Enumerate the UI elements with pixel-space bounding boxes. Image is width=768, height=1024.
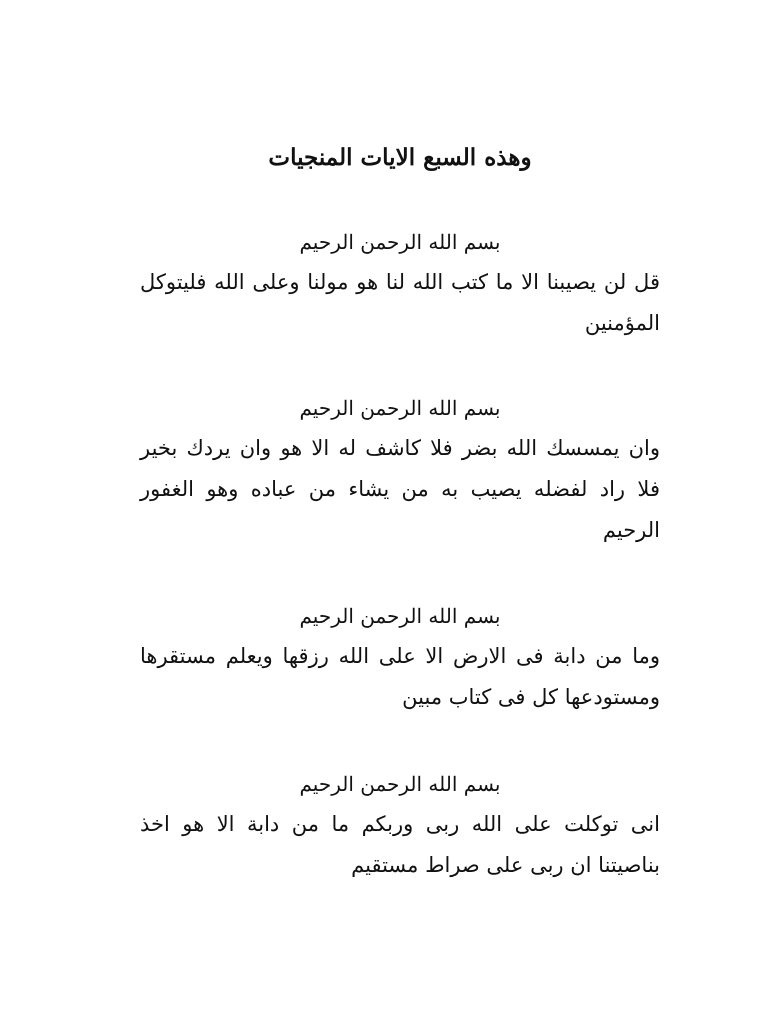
verse-text: قل لن يصيبنا الا ما كتب الله لنا هو مولنا وعلى الله فليتوكل المؤمنين (140, 270, 660, 335)
verse-section-3 (140, 596, 660, 718)
verse-section-4 (140, 764, 660, 886)
basmala: بسم الله الرحمن الرحيم (299, 604, 501, 628)
basmala: بسم الله الرحمن الرحيم (299, 772, 501, 796)
verse-section-2 (140, 388, 660, 551)
verse-text: انى توكلت على الله ربى وربكم ما من دابة الا هو اخذ بناصيتنا ان ربى على صراط مستقيم (140, 812, 660, 877)
verse-section-1 (140, 222, 660, 344)
document-page (140, 0, 660, 1024)
basmala: بسم الله الرحمن الرحيم (299, 230, 501, 254)
verse-text: وان يمسسك الله بضر فلا كاشف له الا هو وان يردك بخير فلا راد لفضله يصيب به من يشاء من عباده وهو الغفور الرحيم (140, 436, 660, 542)
basmala: بسم الله الرحمن الرحيم (299, 396, 501, 420)
verse-text: وما من دابة فى الارض الا على الله رزقها ويعلم مستقرها ومستودعها كل فى كتاب مبين (140, 644, 660, 709)
document-title: وهذه السبع الايات المنجيات (268, 144, 532, 171)
